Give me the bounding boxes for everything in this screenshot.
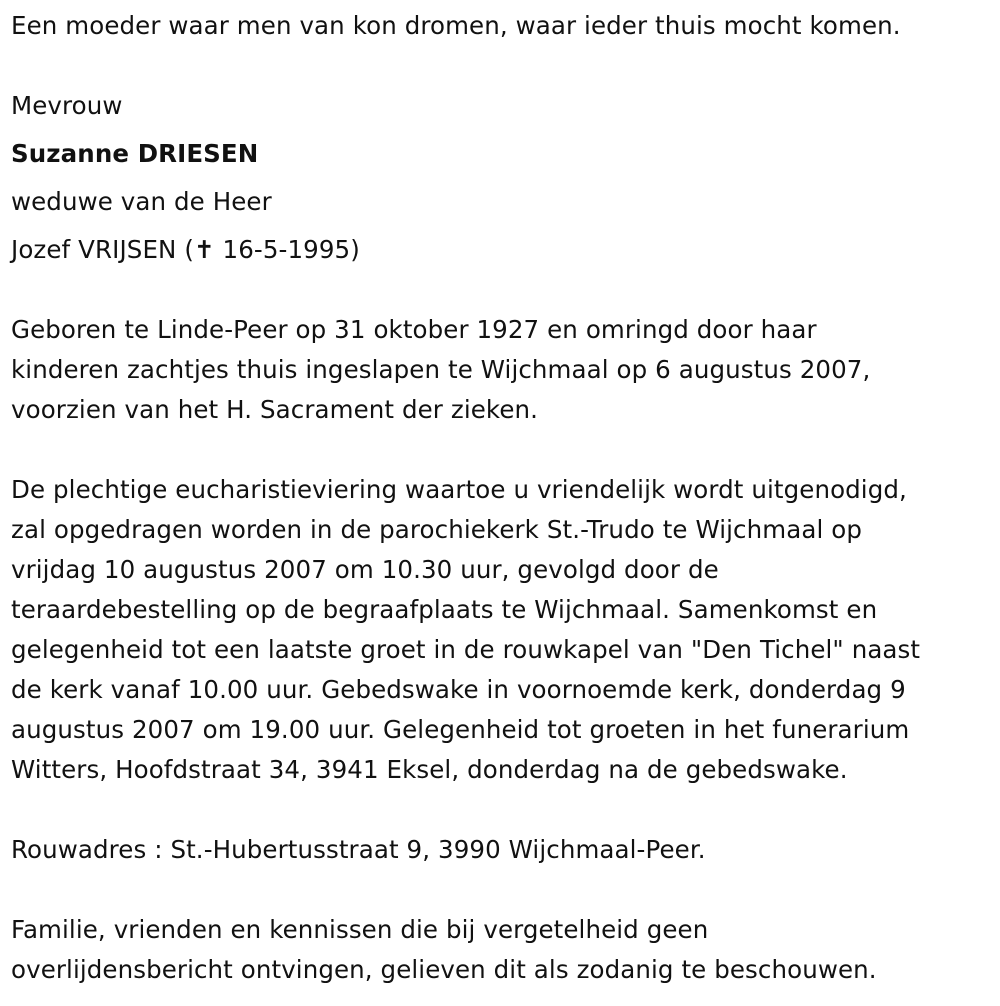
birth-death-line: voorzien van het H. Sacrament der zieken. [11,395,539,424]
ceremony-line: de kerk vanaf 10.00 uur. Gebedswake in voornoemde kerk, donderdag 9 [11,675,906,704]
ceremony-line: augustus 2007 om 19.00 uur. Gelegenheid tot groeten in het funerarium [11,715,910,744]
ceremony-line: Witters, Hoofdstraat 34, 3941 Eksel, donderdag na de gebedswake. [11,755,848,784]
ceremony-line: vrijdag 10 augustus 2007 om 10.30 uur, gevolgd door de [11,555,719,584]
ceremony-line: teraardebestelling op de begraafplaats te Wijchmaal. Samenkomst en [11,595,878,624]
spouse-line: Jozef VRIJSEN (✝ 16-5-1995) [11,235,360,264]
ceremony-line: De plechtige eucharistieviering waartoe u vriendelijk wordt uitgenodigd, [11,475,907,504]
salutation: Mevrouw [11,91,123,120]
address-line: Rouwadres : St.-Hubertusstraat 9, 3990 Wijchmaal-Peer. [11,835,706,864]
deceased-name: Suzanne DRIESEN [11,139,259,168]
ceremony-line: zal opgedragen worden in de parochiekerk St.-Trudo te Wijchmaal op [11,515,862,544]
closing-line: overlijdensbericht ontvingen, gelieven dit als zodanig te beschouwen. [11,955,877,984]
birth-death-line: Geboren te Linde-Peer op 31 oktober 1927 en omringd door haar [11,315,817,344]
relation-line: weduwe van de Heer [11,187,272,216]
motto-line: Een moeder waar men van kon dromen, waar ieder thuis mocht komen. [11,11,901,40]
ceremony-line: gelegenheid tot een laatste groet in de rouwkapel van "Den Tichel" naast [11,635,921,664]
closing-line: Familie, vrienden en kennissen die bij vergetelheid geen [11,915,709,944]
birth-death-line: kinderen zachtjes thuis ingeslapen te Wijchmaal op 6 augustus 2007, [11,355,871,384]
